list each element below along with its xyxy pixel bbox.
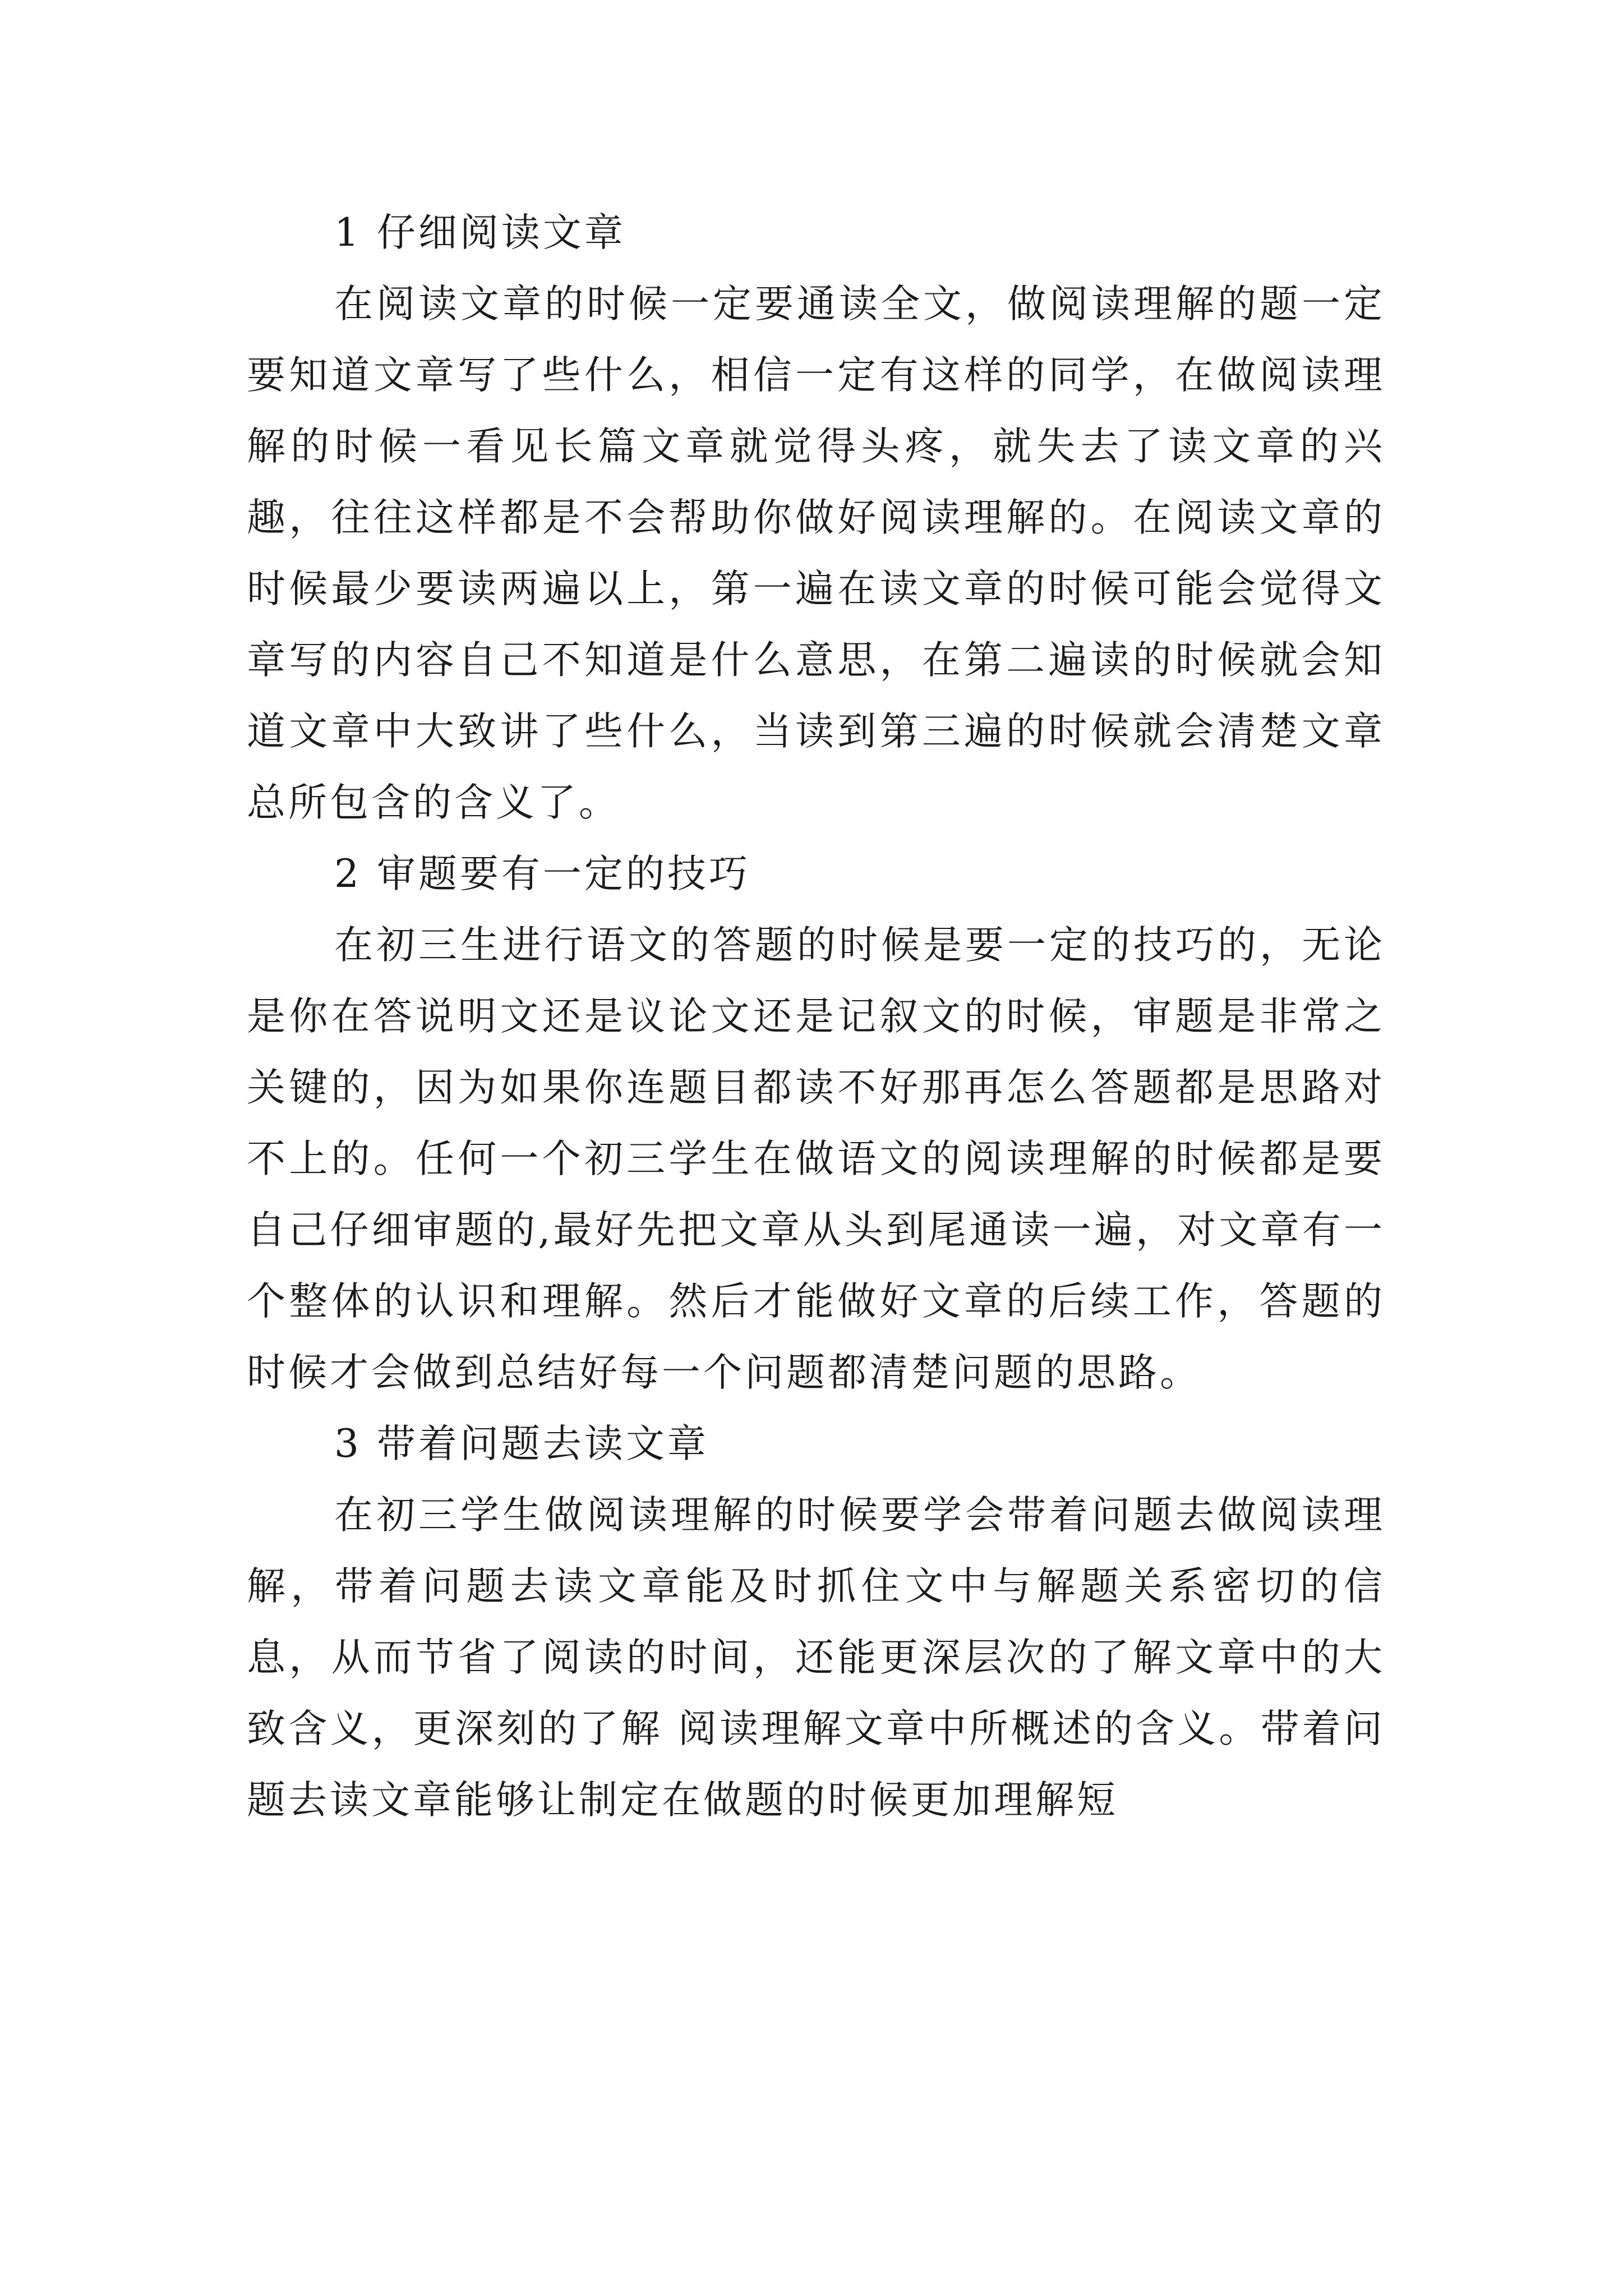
section-paragraph-1: 在阅读文章的时候一定要通读全文，做阅读理解的题一定要知道文章写了些什么，相信一定有这样的同学，在做阅读理解的时候一看见长篇文章就觉得头疼，就失去了读文章的兴趣，往往这样都是不会帮助你做好阅读理解的。在阅读文章的时候最少要读两遍以上，第一遍在读文章的时候可能会觉得文章写的内容自己不知道是什么意思，在第二遍读的时候就会知道文章中大致讲了些什么，当读到第三遍的时候就会清楚文章总所包含的含义了。 — [247, 282, 1385, 825]
document-body — [247, 197, 1385, 1836]
section-heading-2: 2 审题要有一定的技巧 — [334, 852, 750, 896]
section-heading-3: 3 带着问题去读文章 — [334, 1421, 709, 1466]
section-paragraph-3: 在初三学生做阅读理解的时候要学会带着问题去做阅读理解，带着问题去读文章能及时抓住文中与解题关系密切的信息，从而节省了阅读的时间，还能更深层次的了解文章中的大致含义，更深刻的了解 阅读理解文章中所概述的含义。带着问题去读文章能够让制定在做题的时候更加理解短 — [247, 1493, 1385, 1823]
section-paragraph-2: 在初三生进行语文的答题的时候是要一定的技巧的，无论是你在答说明文还是议论文还是记叙文的时候，审题是非常之关键的，因为如果你连题目都读不好那再怎么答题都是思路对不上的。任何一个初三学生在做语文的阅读理解的时候都是要自己仔细审题的,最好先把文章从头到尾通读一遍，对文章有一个整体的认识和理解。然后才能做好文章的后续工作，答题的时候才会做到总结好每一个问题都清楚问题的思路。 — [247, 923, 1385, 1395]
section-heading-1: 1 仔细阅读文章 — [334, 210, 626, 255]
